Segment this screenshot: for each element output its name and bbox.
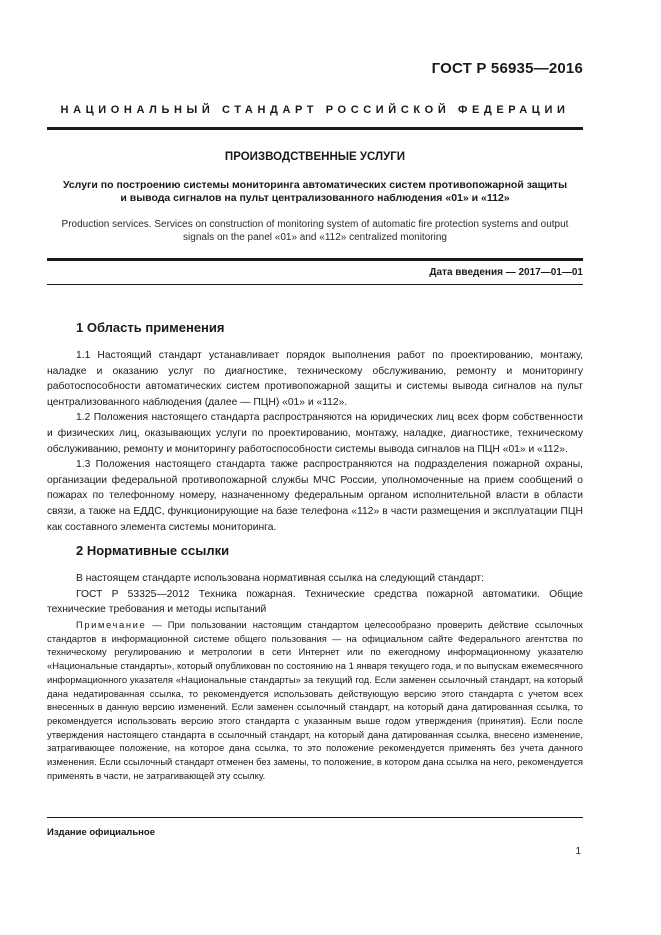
references-intro: В настоящем стандарте использована нормативная ссылка на следующий стандарт: — [76, 573, 484, 584]
date-rule — [47, 284, 583, 285]
document-subtitle — [47, 179, 583, 205]
paragraph-1-3: 1.3 Положения настоящего стандарта также распространяются на подразделения пожарной охраны, организации федеральной противопожарной службы МЧС России, уполномоченные на прием сообщений о пожарах по телефонному номеру, назначенному федеральным органом исполнительной власти в области связи, а также на ЕДДС, функционирующие на базе телефона «112» в части размещения и эксплуатации ПЦН как составного элемента системы мониторинга. — [47, 459, 583, 533]
english-title-line: signals on the panel «01» and «112» centralized monitoring — [183, 232, 447, 243]
note-label: Примечание — [76, 619, 147, 630]
header-rule — [47, 127, 583, 130]
section-references-body — [47, 571, 583, 618]
english-title — [47, 218, 583, 244]
subtitle-line: Услуги по построению системы мониторинга автоматических систем противопожарной защиты — [62, 179, 568, 191]
paragraph-1-1: 1.1 Настоящий стандарт устанавливает порядок выполнения работ по проектированию, монтажу, наладке и оказанию услуг по диагностике, техническому обслуживанию, ремонту и мониторингу работоспособности автоматических систем противопожарной защиты и системы вывода сигналов на пульт централизованного наблюдения (далее — ПЦН) «01» и «112». — [47, 350, 583, 408]
reference-item: ГОСТ Р 53325—2012 Техника пожарная. Технические средства пожарной автоматики. Общие технические требования и методы испытаний — [47, 588, 583, 616]
note-body: — При пользовании настоящим стандартом целесообразно проверить действие ссылочных стандартов в информационной системе общего пользования — на официальном сайте Федерального агентства по техническому регулированию и метрологии в сети Интернет или по ежегодному информационному указателю «Национальные стандарты», который опубликован по состоянию на 1 января текущего года, и по выпускам ежемесячного информационного указателя «Национальные стандарты» за текущий год. Если заменен ссылочный стандарт, на который дана недатированная ссылка, то рекомендуется использовать действующую версию этого стандарта с учетом всех внесенных в данную версию изменений. Если заменен ссылочный стандарт, на который дана датированная ссылка, то рекомендуется использовать версию этого стандарта с указанным выше годом утверждения (принятия). Если после утверждения настоящего стандарта в ссылочный стандарт, на который дана датированная ссылка, внесено изменение, затрагивающее положение, на которое дана ссылка, то это положение рекомендуется применять без учета данного изменения. Если ссылочный стандарт отменен без замены, то положение, в котором дана ссылка на него, рекомендуется применять в части, не затрагивающей эту ссылку. — [47, 619, 583, 781]
official-edition-label: Издание официальное — [47, 827, 155, 838]
title-rule — [47, 258, 583, 261]
footer-rule — [47, 817, 583, 818]
subtitle-line: и вывода сигналов на пульт централизованного наблюдения «01» и «112» — [120, 192, 510, 204]
section-heading-scope: 1 Область применения — [76, 320, 225, 335]
national-standard-title: НАЦИОНАЛЬНЫЙ СТАНДАРТ РОССИЙСКОЙ ФЕДЕРАЦИИ — [60, 104, 570, 116]
english-title-line: Production services. Services on construction of monitoring system of automatic fire protection systems and output — [61, 219, 569, 230]
reference-note — [47, 618, 583, 782]
introduction-date: Дата введения — 2017—01—01 — [429, 267, 583, 278]
standard-number: ГОСТ Р 56935—2016 — [431, 60, 583, 77]
page-number: 1 — [575, 846, 581, 857]
section-scope-body — [47, 348, 583, 535]
section-heading-references: 2 Нормативные ссылки — [76, 543, 230, 558]
note-paragraph — [47, 618, 583, 782]
paragraph-1-2: 1.2 Положения настоящего стандарта распространяются на юридических лиц всех форм собственности и физических лиц, оказывающих услуги по проектированию, монтажу, наладке, диагностике, техническому обслуживанию, ремонту и мониторингу работоспособности системы вывода сигналов на ПЦН «01» и «112». — [47, 412, 583, 455]
document-title: ПРОИЗВОДСТВЕННЫЕ УСЛУГИ — [224, 151, 406, 163]
